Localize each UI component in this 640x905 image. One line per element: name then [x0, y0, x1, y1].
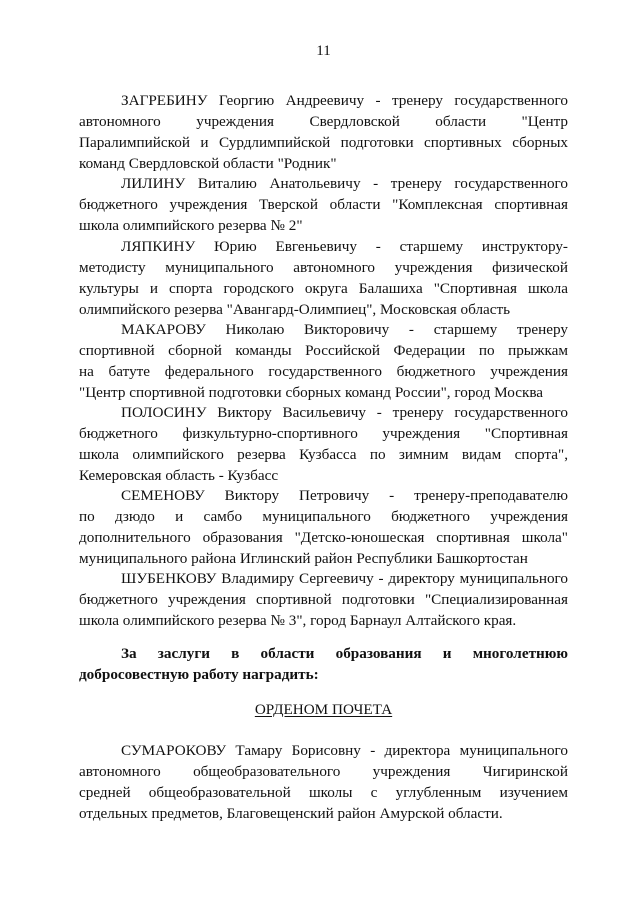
- entry-line: дополнительного образования "Детско-юношеская спортивная школа": [79, 528, 568, 546]
- entry-line: ЛИЛИНУ Виталию Анатольевичу - тренеру государственного: [121, 175, 568, 192]
- entry-line: ЛЯПКИНУ Юрию Евгеньевичу - старшему инструктору-: [121, 238, 568, 255]
- entry-line: СУМАРОКОВУ Тамару Борисовну - директора муниципального: [121, 742, 568, 759]
- award-entry-shubenkov: [79, 569, 568, 632]
- entry-line: автономного учреждения Свердловской области "Центр: [79, 112, 568, 130]
- award-title: [79, 700, 568, 720]
- award-entry-semenov: [79, 486, 568, 570]
- entry-line: школа олимпийского резерва Кузбасса по зимним видам спорта",: [79, 445, 568, 463]
- entry-line: школа олимпийского резерва № 2": [79, 216, 303, 234]
- entry-line: по дзюдо и самбо муниципального бюджетного учреждения: [79, 507, 568, 525]
- section-heading: [79, 644, 568, 686]
- entry-line: команд Свердловской области "Родник": [79, 154, 337, 172]
- entry-line: бюджетного физкультурно-спортивного учреждения "Спортивная: [79, 424, 568, 442]
- entry-line: на батуте федерального государственного бюджетного учреждения: [79, 362, 568, 380]
- entry-line: Паралимпийской и Сурдлимпийской подготовки спортивных сборных: [79, 133, 568, 151]
- entry-line: методисту муниципального автономного учреждения физической: [79, 258, 568, 276]
- award-entry-polosin: [79, 403, 568, 487]
- entry-line: ШУБЕНКОВУ Владимиру Сергеевичу - директору муниципального: [121, 570, 568, 587]
- section-heading-line: добросовестную работу наградить:: [79, 665, 319, 683]
- entry-line: школа олимпийского резерва № 3", город Барнаул Алтайского края.: [79, 611, 517, 629]
- entry-line: спортивной сборной команды Российской Федерации по прыжкам: [79, 341, 568, 359]
- entry-line: бюджетного учреждения Тверской области "Комплексная спортивная: [79, 195, 568, 213]
- award-entry-zagrebin: [79, 91, 568, 175]
- entry-line: муниципального района Иглинский район Республики Башкортостан: [79, 549, 528, 567]
- entry-line: автономного общеобразовательного учреждения Чигиринской: [79, 762, 568, 780]
- award-title-text: ОРДЕНОМ ПОЧЕТА: [254, 701, 393, 718]
- award-entry-lyapkin: [79, 237, 568, 321]
- entry-line: МАКАРОВУ Николаю Викторовичу - старшему тренеру: [121, 321, 568, 338]
- entry-line: СЕМЕНОВУ Виктору Петровичу - тренеру-преподавателю: [121, 487, 568, 504]
- entry-line: "Центр спортивной подготовки сборных команд России", город Москва: [79, 383, 544, 401]
- entry-line: ЗАГРЕБИНУ Георгию Андреевичу - тренеру государственного: [121, 92, 568, 109]
- award-entry-sumarokova: [79, 741, 568, 825]
- entry-line: ПОЛОСИНУ Виктору Васильевичу - тренеру государственного: [121, 404, 568, 421]
- entry-line: бюджетного учреждения спортивной подготовки "Специализированная: [79, 590, 568, 608]
- award-entry-lilin: [79, 174, 568, 237]
- entry-line: отдельных предметов, Благовещенский район Амурской области.: [79, 804, 503, 822]
- entry-line: культуры и спорта городского округа Балашиха "Спортивная школа: [79, 279, 568, 297]
- section-heading-line: За заслуги в области образования и многолетнюю: [121, 645, 568, 662]
- entry-line: Кемеровская область - Кузбасс: [79, 466, 279, 484]
- award-entry-makarov: [79, 320, 568, 404]
- entry-line: средней общеобразовательной школы с углубленным изучением: [79, 783, 568, 801]
- page-number: 11: [316, 43, 331, 59]
- entry-line: олимпийского резерва "Авангард-Олимпиец", Московская область: [79, 300, 511, 318]
